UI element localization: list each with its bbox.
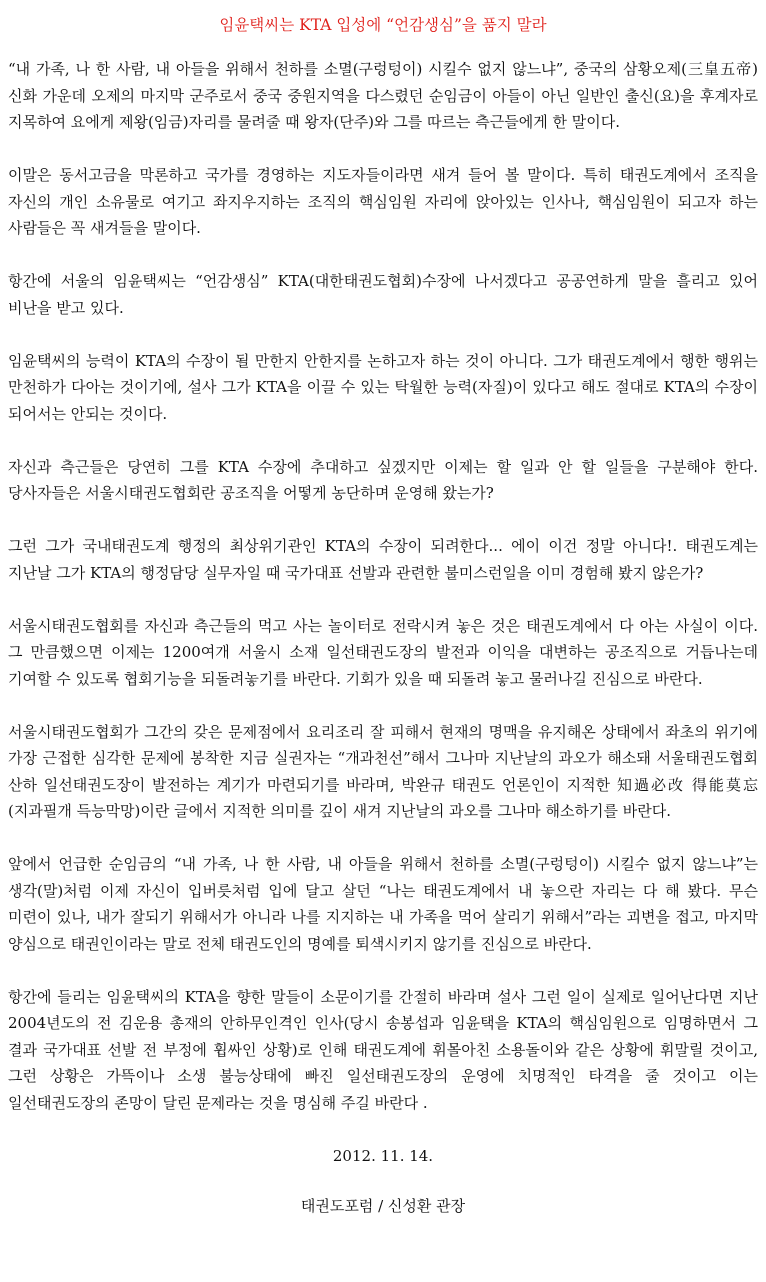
article-title: 임윤택씨는 KTA 입성에 “언감생심”을 품지 말라 xyxy=(219,16,547,34)
article-signature: 태권도포럼 / 신성환 관장 xyxy=(300,1196,466,1215)
paragraph-3: 항간에 서울의 임윤택씨는 “언감생심” KTA(대한태권도협회)수장에 나서겠다고 공공연하게 말을 흘리고 있어 비난을 받고 있다. xyxy=(8,272,758,317)
paragraph-10: 항간에 들리는 임윤택씨의 KTA을 향한 말들이 소문이기를 간절히 바라며 설사 그런 일이 실제로 일어난다면 지난 2004년도의 전 김운용 총재의 안하무인격인 인사(당시 송봉섭과 임윤택을 KTA의 핵심임원으로 임명하면서 그 결과 국가대표 선발 전 부정에 휩싸인 상황)로 인해 태권도계에 휘몰아친 소용돌이와 같은 상황에 휘말릴 것이고, 그런 상황은 가뜩이나 소생 불능상태에 빠진 일선태권도장의 운영에 치명적인 타격을 줄 것이고 이는 일선태권도장의 존망이 달린 문제라는 것을 명심해 주길 바란다 . xyxy=(8,987,758,1112)
article-body xyxy=(8,56,758,1116)
paragraph-6: 그런 그가 국내태권도계 행정의 최상위기관인 KTA의 수장이 되려한다... 에이 이건 정말 아니다!. 태권도계는 지난날 그가 KTA의 행정담당 실무자일 때 국가대표 선발과 관련한 불미스런일을 이미 경험해 봤지 않은가? xyxy=(8,537,758,582)
paragraph-1: “내 가족, 나 한 사람, 내 아들을 위해서 천하를 소멸(구렁텅이) 시킬수 없지 않느냐”, 중국의 삼황오제(三皇五帝) 신화 가운데 오제의 마지막 군주로서 중국 중원지역을 다스렸던 순임금이 아들이 아닌 일반인 출신(요)을 후계자로 지목하여 요에게 제왕(임금)자리를 물려줄 때 왕자(단주)와 그를 따르는 측근들에게 한 말이다. xyxy=(8,60,758,131)
paragraph-7: 서울시태권도협회를 자신과 측근들의 먹고 사는 놀이터로 전락시켜 놓은 것은 태권도계에서 다 아는 사실이 이다. 그 만큼했으면 이제는 1200여개 서울시 소재 일선태권도장의 발전과 이익을 대변하는 공조직으로 거듭나는데 기여할 수 있도록 협회기능을 되돌려놓기를 바란다. 기회가 있을 때 되돌려 놓고 물러나길 진심으로 바란다. xyxy=(8,616,758,688)
paragraph-5: 자신과 측근들은 당연히 그를 KTA 수장에 추대하고 싶겠지만 이제는 할 일과 안 할 일들을 구분해야 한다. 당사자들은 서울시태권도협회란 공조직을 어떻게 농단하며 운영해 왔는가? xyxy=(8,457,758,502)
paragraph-8: 서울시태권도협회가 그간의 갖은 문제점에서 요리조리 잘 피해서 현재의 명맥을 유지해온 상태에서 좌초의 위기에 가장 근접한 심각한 문제에 봉착한 지금 실권자는 “개과천선”해서 그나마 지난날의 과오가 해소돼 서울태권도협회 산하 일선태권도장이 발전하는 계기가 마련되기를 바라며, 박완규 태권도 언론인이 지적한 知過必改 得能莫忘(지과필개 득능막망)이란 글에서 지적한 의미를 깊이 새겨 지난날의 과오를 그나마 해소하기를 바란다. xyxy=(8,722,758,820)
article-date: 2012. 11. 14. xyxy=(332,1146,434,1165)
paragraph-4: 임윤택씨의 능력이 KTA의 수장이 될 만한지 안한지를 논하고자 하는 것이 아니다. 그가 태권도계에서 행한 행위는 만천하가 다아는 것이기에, 설사 그가 KTA을 이끌 수 있는 탁월한 능력(자질)이 있다고 해도 절대로 KTA의 수장이 되어서는 안되는 것이다. xyxy=(8,351,758,423)
paragraph-2: 이말은 동서고금을 막론하고 국가를 경영하는 지도자들이라면 새겨 들어 볼 말이다. 특히 태권도계에서 조직을 자신의 개인 소유물로 여기고 좌지우지하는 조직의 핵심임원 자리에 앉아있는 인사나, 핵심임원이 되고자 하는 사람들은 꼭 새겨들을 말이다. xyxy=(8,166,758,237)
paragraph-9: 앞에서 언급한 순임금의 “내 가족, 나 한 사람, 내 아들을 위해서 천하를 소멸(구렁텅이) 시킬수 없지 않느냐”는 생각(말)처럼 이제 자신이 입버릇처럼 입에 달고 살던 “나는 태권도계에서 내 놓으란 자리는 다 해 봤다. 무슨 미련이 있나, 내가 잘되기 위해서가 아니라 나를 지지하는 내 가족을 먹어 살리기 위해서”라는 괴변을 접고, 마지막 양심으로 태권인이라는 말로 전체 태권도인의 명예를 퇴색시키지 않기를 진심으로 바란다. xyxy=(8,855,758,953)
